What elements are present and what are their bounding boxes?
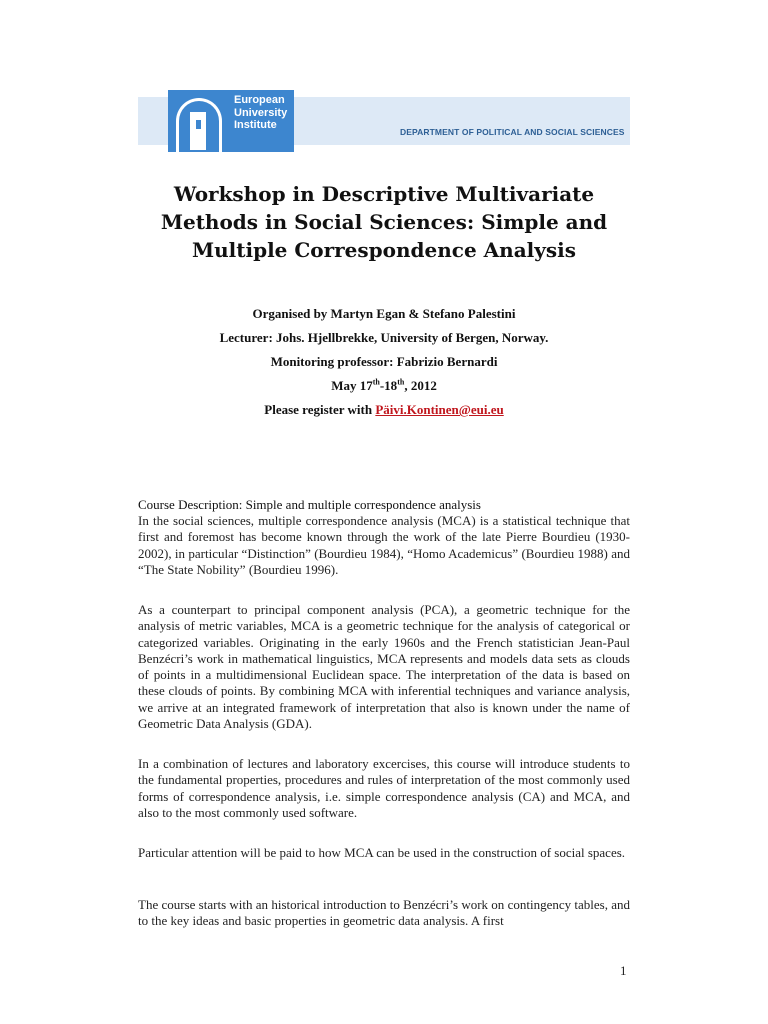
register-prefix: Please register with [264,402,376,417]
paragraph-1: In the social sciences, multiple correspondence analysis (MCA) is a statistical technique that first and foremost has become known through the work of the late Pierre Bourdieu (1930-2002), in particular “Distinction” (Bourdieu 1984), “Homo Academicus” (Bourdieu 1988) and “The State Nobility” (Bourdieu 1996). [138,513,630,577]
header-banner [138,90,630,152]
page-number: 1 [620,963,627,978]
register-email-link[interactable]: Päivi.Kontinen@eui.eu [375,402,504,417]
department-name: DEPARTMENT OF POLITICAL AND SOCIAL SCIENCES [400,127,625,137]
paragraph-5: The course starts with an historical introduction to Benzécri’s work on contingency tables, and to the key ideas and basic properties in geometric data analysis. A first [138,897,630,929]
document-title: Workshop in Descriptive Multivariate Methods in Social Sciences: Simple and Multiple Correspondence Analysis [160,182,608,262]
logo-door [190,112,206,150]
date-month-day: May 17 [331,378,373,393]
section-heading: Course Description: Simple and multiple correspondence analysis [138,497,481,512]
monitoring-line: Monitoring professor: Fabrizio Bernardi [270,354,498,369]
register-line [150,402,618,418]
paragraph-2: As a counterpart to principal component analysis (PCA), a geometric technique for the analysis of metric variables, MCA is a geometric technique for the analysis of categorical or categorized variables. Originating in the early 1960s and the French statistician Jean-Paul Benzécri’s work in mathematical linguistics, MCA represents and models data sets as clouds of points in a multidimensional Euclidean space. The interpretation of the data is based on these clouds of points. By combining MCA with inferential techniques and variance analysis, we arrive at an integrated framework of interpretation that also is known under the name of Geometric Data Analysis (GDA). [138,602,630,732]
logo-text [234,94,296,132]
logo-line-3: Institute [234,119,277,131]
date-line [150,378,618,394]
logo-window [196,120,201,129]
date-separator: -18 [379,378,398,393]
date-suffix-1: th [372,377,380,387]
date-suffix-2: th [397,377,405,387]
organisers-line: Organised by Martyn Egan & Stefano Palestini [252,306,516,321]
logo-line-2: University [234,106,288,119]
paragraph-4: Particular attention will be paid to how MCA can be used in the construction of social spaces. [138,845,626,860]
date-year: , 2012 [404,378,437,393]
paragraph-3: In a combination of lectures and laboratory excercises, this course will introduce students to the fundamental properties, procedures and rules of interpretation of the most commonly used forms of correspondence analysis, i.e. simple correspondence analysis (CA) and MCA, and also to the most commonly used software. [138,756,630,820]
eui-logo-icon [168,90,230,152]
logo-line-1: European [234,94,285,106]
lecturer-line: Lecturer: Johs. Hjellbrekke, University of Bergen, Norway. [219,330,549,345]
